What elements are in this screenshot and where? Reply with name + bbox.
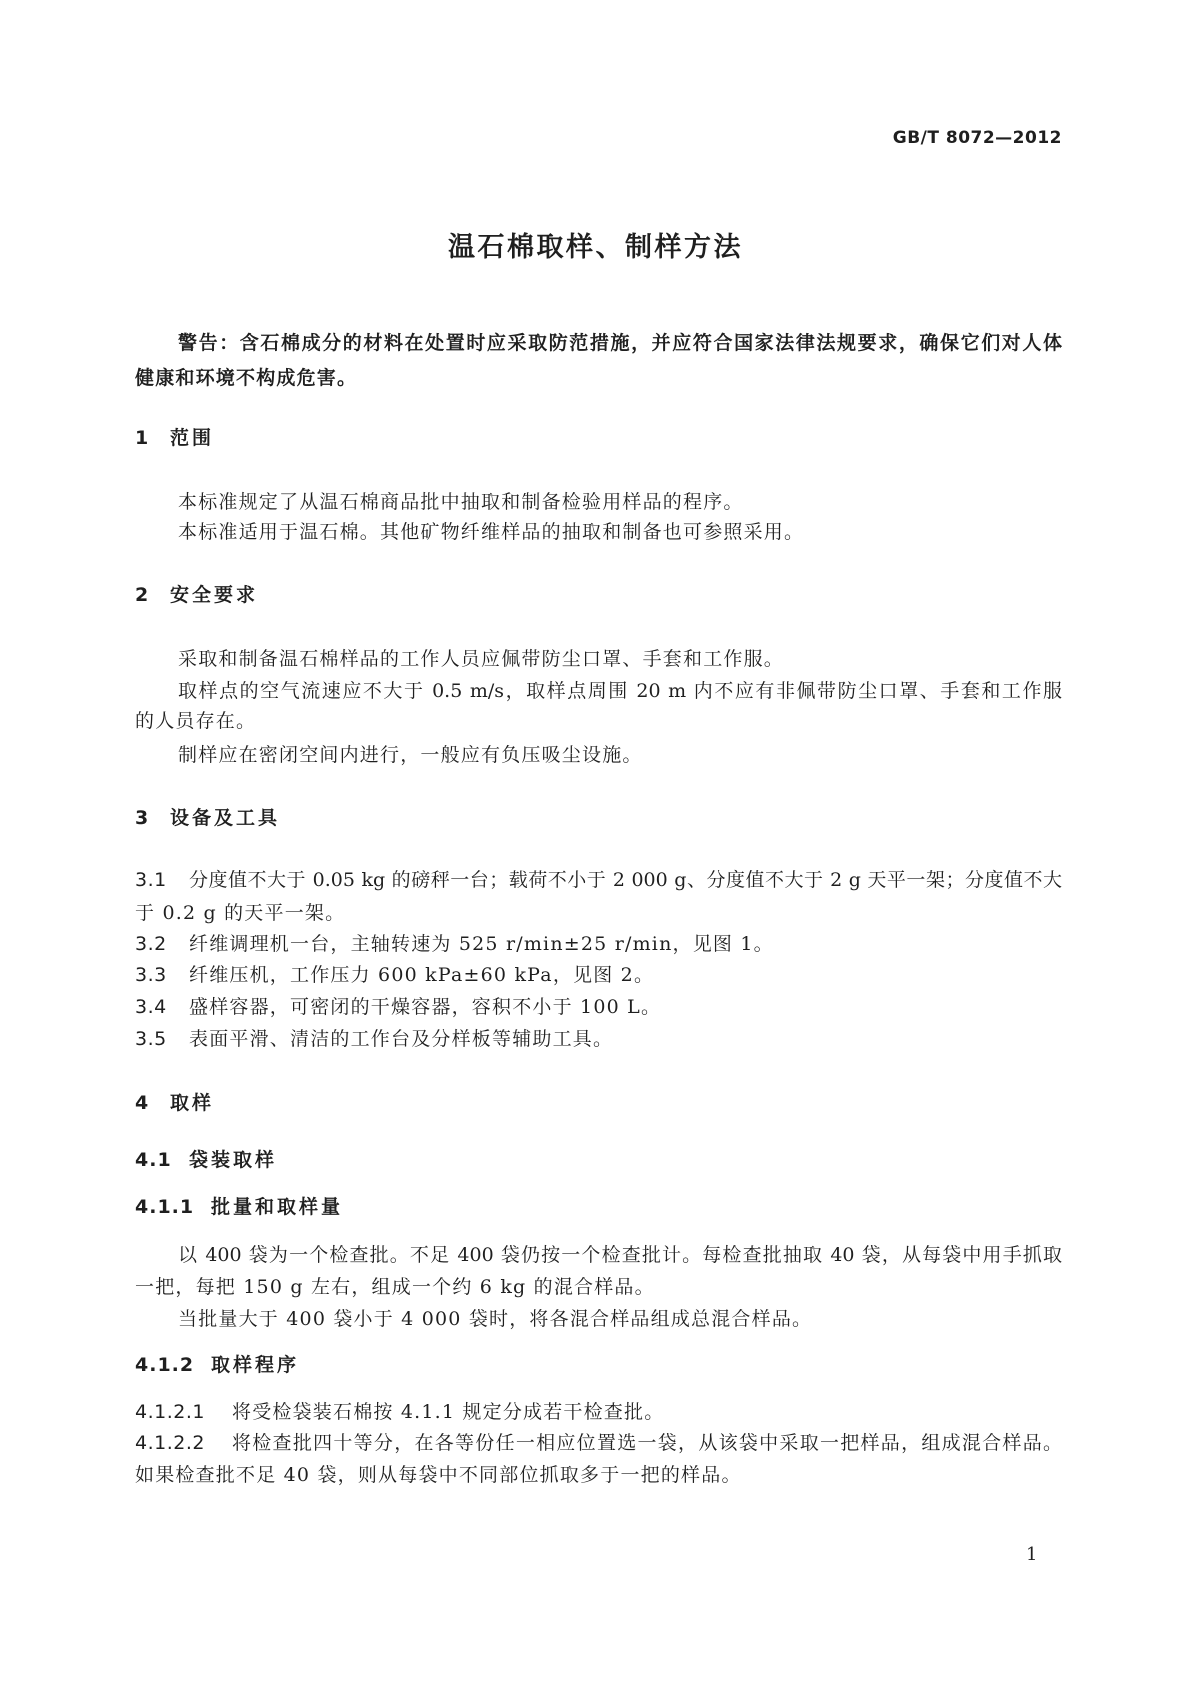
paragraph-line: 本标准规定了从温石棉商品批中抽取和制备检验用样品的程序。 (178, 491, 744, 513)
clause-text: 纤维压机，工作压力 600 kPa±60 kPa，见图 2。 (189, 964, 655, 986)
clause-text: 如果检查批不足 40 袋，则从每袋中不同部位抓取多于一把的样品。 (135, 1464, 742, 1486)
clause-text: 将受检袋装石棉按 4.1.1 规定分成若干检查批。 (232, 1401, 665, 1423)
paragraph-line: 的人员存在。 (135, 710, 257, 732)
section-number: 1 (135, 427, 152, 449)
clause-number: 4.1.2.1 (135, 1401, 205, 1423)
paragraph-line: 采取和制备温石棉样品的工作人员应佩带防尘口罩、手套和工作服。 (178, 648, 785, 670)
clause-number: 4.1.2.2 (135, 1432, 205, 1454)
clause-text: 表面平滑、清洁的工作台及分样板等辅助工具。 (189, 1028, 614, 1050)
clause-number: 3.2 (135, 933, 167, 955)
paragraph-line: 取样点的空气流速应不大于 0.5 m/s，取样点周围 20 m 内不应有非佩带防尘口罩、手套和工作服 (178, 680, 1062, 702)
subsection-number: 4.1 (135, 1149, 172, 1171)
clause-number: 3.4 (135, 996, 167, 1018)
subsection-title: 批量和取样量 (211, 1196, 344, 1218)
section-title: 范围 (170, 427, 215, 449)
section-title: 设备及工具 (170, 807, 281, 829)
paragraph-line: 本标准适用于温石棉。其他矿物纤维样品的抽取和制备也可参照采用。 (178, 521, 805, 543)
clause-number: 3.3 (135, 964, 167, 986)
subsection-number: 4.1.1 (135, 1196, 195, 1218)
page-number: 1 (1026, 1544, 1038, 1565)
clause-text: 于 0.2 g 的天平一架。 (135, 902, 346, 924)
paragraph-line: 一把，每把 150 g 左右，组成一个约 6 kg 的混合样品。 (135, 1276, 655, 1298)
clause-text: 盛样容器，可密闭的干燥容器，容积不小于 100 L。 (189, 996, 662, 1018)
section-number: 2 (135, 584, 152, 606)
standard-code: GB/T 8072—2012 (892, 128, 1062, 148)
section-title: 安全要求 (170, 584, 259, 606)
subsection-number: 4.1.2 (135, 1354, 195, 1376)
clause-number: 3.1 (135, 869, 167, 891)
section-number: 3 (135, 807, 152, 829)
warning-line: 警告：含石棉成分的材料在处置时应采取防范措施，并应符合国家法律法规要求，确保它们对人体 (178, 332, 1062, 354)
paragraph-line: 当批量大于 400 袋小于 4 000 袋时，将各混合样品组成总混合样品。 (178, 1308, 813, 1330)
paragraph-line: 以 400 袋为一个检查批。不足 400 袋仍按一个检查批计。每检查批抽取 40 袋，从每袋中用手抓取 (178, 1244, 1062, 1266)
section-title: 取样 (170, 1092, 215, 1114)
clause-text: 纤维调理机一台，主轴转速为 525 r/min±25 r/min，见图 1。 (189, 933, 774, 955)
subsection-title: 取样程序 (211, 1354, 300, 1376)
warning-line: 健康和环境不构成危害。 (135, 367, 358, 389)
clause-text: 分度值不大于 0.05 kg 的磅秤一台；载荷不小于 2 000 g、分度值不大于 2 g 天平一架；分度值不大 (189, 869, 1062, 891)
subsection-title: 袋装取样 (189, 1149, 278, 1171)
section-number: 4 (135, 1092, 152, 1114)
document-title: 温石棉取样、制样方法 (448, 232, 743, 263)
paragraph-line: 制样应在密闭空间内进行，一般应有负压吸尘设施。 (178, 744, 643, 766)
clause-number: 3.5 (135, 1028, 167, 1050)
clause-text: 将检查批四十等分，在各等份任一相应位置选一袋，从该袋中采取一把样品，组成混合样品。 (232, 1432, 1062, 1454)
